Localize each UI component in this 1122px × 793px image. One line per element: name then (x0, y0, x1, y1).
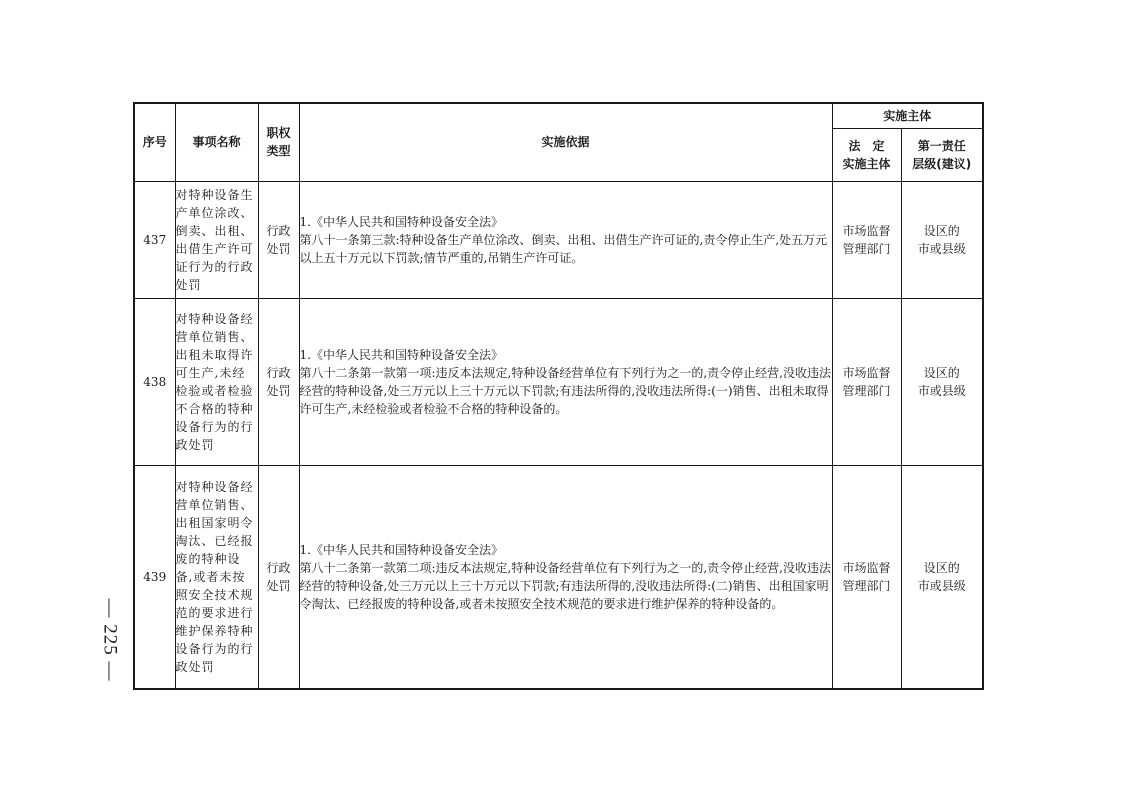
row-authority-type (258, 298, 299, 465)
header-first-responsibility-line1: 第一责任 (917, 138, 966, 153)
row-basis-text: 第八十二条第一款第二项:违反本法规定,特种设备经营单位有下列行为之一的,责令停止经营,没收违法经营的特种设备,处三万元以上三十万元以下罚款;有违法所得的,没收违法所得:(二)销售、出租国家明令淘汰、已经报废的特种设备,或者未按照安全技术规范的要求进行维护保养的特种设备的。 (299, 560, 831, 611)
row-authority-type-line2: 处罚 (266, 578, 291, 593)
row-legal-subject-line2: 管理部门 (842, 241, 891, 256)
row-seq: 438 (134, 298, 175, 465)
table-row (134, 465, 983, 689)
header-legal-subject-line1: 法 定 (848, 138, 885, 153)
row-item-name: 对特种设备经营单位销售、出租国家明令淘汰、已经报废的特种设备,或者未按照安全技术规范的要求进行维护保养特种设备行为的行政处罚 (175, 465, 258, 689)
header-row (134, 103, 983, 128)
row-legal-subject (832, 298, 901, 465)
row-first-responsibility-line1: 设区的 (923, 560, 960, 575)
header-legal-subject (832, 128, 901, 181)
header-authority-type-line1: 职权 (266, 126, 291, 141)
row-basis-law: 1.《中华人民共和国特种设备安全法》 (299, 347, 503, 362)
header-item-name: 事项名称 (175, 103, 258, 181)
row-first-responsibility-line1: 设区的 (923, 365, 960, 380)
page-number (84, 584, 134, 696)
row-authority-type-line1: 行政 (266, 365, 291, 380)
row-authority-type-line2: 处罚 (266, 241, 291, 256)
row-seq: 439 (134, 465, 175, 689)
header-basis: 实施依据 (299, 103, 832, 181)
header-authority-type-line2: 类型 (266, 144, 291, 159)
row-first-responsibility-line2: 市或县级 (917, 578, 966, 593)
page-number-text: — 225 — (99, 598, 120, 682)
row-basis-text: 第八十二条第一款第一项:违反本法规定,特种设备经营单位有下列行为之一的,责令停止经营,没收违法经营的特种设备,处三万元以上三十万元以下罚款;有违法所得的,没收违法所得:(一)销售、出租未取得许可生产,未经检验或者检验不合格的特种设备的。 (299, 365, 831, 416)
row-item-name: 对特种设备生产单位涂改、倒卖、出租、出借生产许可证行为的行政处罚 (175, 181, 258, 298)
table-row (134, 298, 983, 465)
header-authority-type (258, 103, 299, 181)
row-basis (299, 465, 832, 689)
row-basis (299, 181, 832, 298)
row-authority-type (258, 465, 299, 689)
row-authority-type (258, 181, 299, 298)
row-legal-subject-line1: 市场监督 (842, 365, 891, 380)
row-first-responsibility-line2: 市或县级 (917, 383, 966, 398)
row-legal-subject (832, 181, 901, 298)
row-basis (299, 298, 832, 465)
row-legal-subject-line1: 市场监督 (842, 560, 891, 575)
header-legal-subject-line2: 实施主体 (842, 156, 891, 171)
row-authority-type-line1: 行政 (266, 223, 291, 238)
header-subject-group: 实施主体 (832, 103, 983, 128)
row-basis-law: 1.《中华人民共和国特种设备安全法》 (299, 214, 503, 229)
row-legal-subject-line2: 管理部门 (842, 383, 891, 398)
row-seq: 437 (134, 181, 175, 298)
row-first-responsibility-line1: 设区的 (923, 223, 960, 238)
enforcement-items-table (133, 102, 984, 690)
row-authority-type-line1: 行政 (266, 560, 291, 575)
header-seq: 序号 (134, 103, 175, 181)
table-row (134, 181, 983, 298)
row-first-responsibility (901, 298, 983, 465)
header-first-responsibility-line2: 层级(建议) (912, 156, 972, 171)
header-first-responsibility (901, 128, 983, 181)
row-first-responsibility (901, 181, 983, 298)
row-basis-law: 1.《中华人民共和国特种设备安全法》 (299, 542, 503, 557)
row-first-responsibility-line2: 市或县级 (917, 241, 966, 256)
row-basis-text: 第八十一条第三款:特种设备生产单位涂改、倒卖、出租、出借生产许可证的,责令停止生产,处五万元以上五十万元以下罚款;情节严重的,吊销生产许可证。 (299, 232, 828, 265)
row-first-responsibility (901, 465, 983, 689)
row-legal-subject (832, 465, 901, 689)
row-item-name: 对特种设备经营单位销售、出租未取得许可生产,未经检验或者检验不合格的特种设备行为的行政处罚 (175, 298, 258, 465)
row-authority-type-line2: 处罚 (266, 383, 291, 398)
row-legal-subject-line1: 市场监督 (842, 223, 891, 238)
row-legal-subject-line2: 管理部门 (842, 578, 891, 593)
